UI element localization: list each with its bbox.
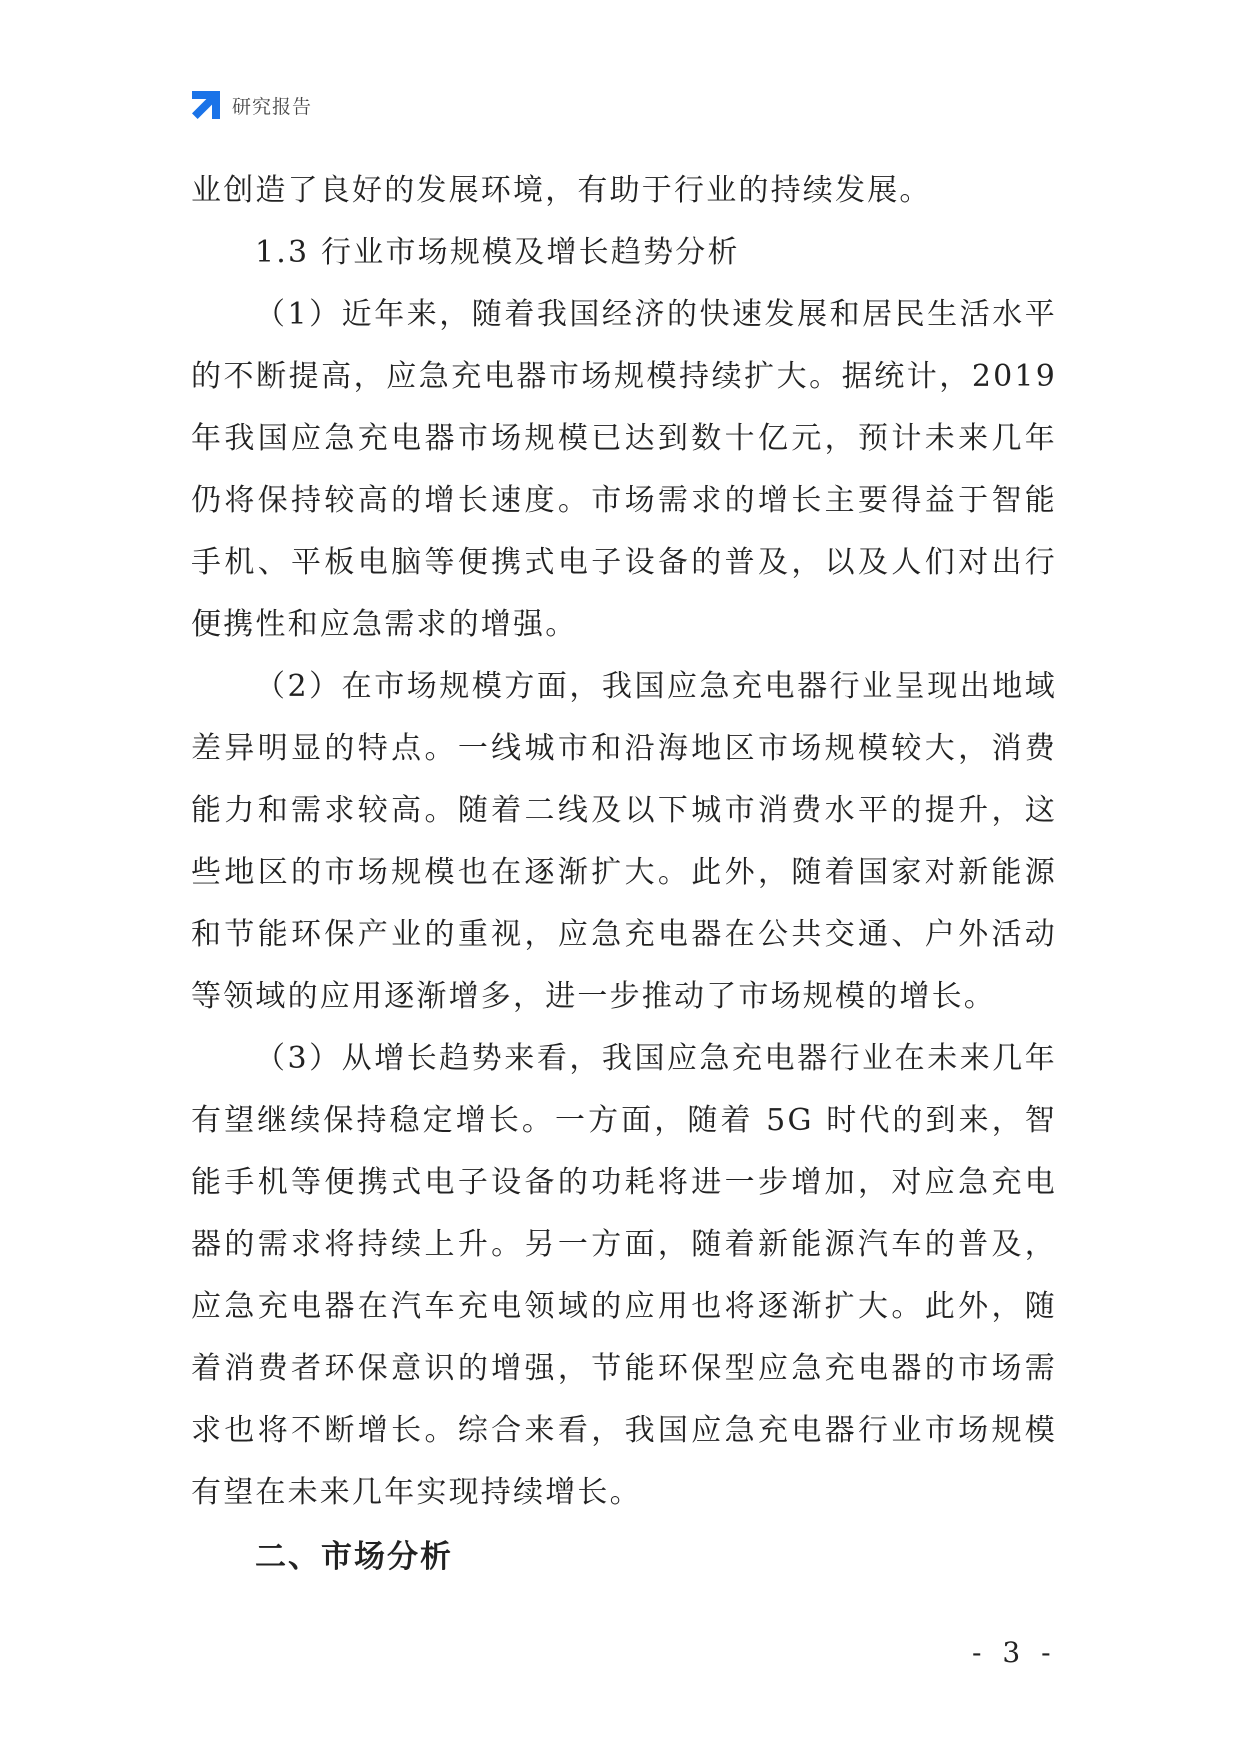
document-body [191, 160, 1057, 1588]
paragraph-3: （3）从增长趋势来看，我国应急充电器行业在未来几年有望继续保持稳定增长。一方面，随着 5G 时代的到来，智能手机等便携式电子设备的功耗将进一步增加，对应急充电器的需求将持续上升。另一方面，随着新能源汽车的普及，应急充电器在汽车充电领域的应用也将逐渐扩大。此外，随着消费者环保意识的增强，节能环保型应急充电器的市场需求也将不断增长。综合来看，我国应急充电器行业市场规模有望在未来几年实现持续增长。 [191, 1041, 1057, 1510]
paragraph-1: （1）近年来，随着我国经济的快速发展和居民生活水平的不断提高，应急充电器市场规模持续扩大。据统计，2019 年我国应急充电器市场规模已达到数十亿元，预计未来几年仍将保持较高的增长速度。市场需求的增长主要得益于智能手机、平板电脑等便携式电子设备的普及，以及人们对出行便携性和应急需求的增强。 [191, 297, 1057, 642]
arrow-up-right-icon [190, 89, 222, 121]
page-header [190, 88, 312, 122]
header-title: 研究报告 [232, 95, 313, 118]
chapter-heading: 二、市场分析 [255, 1539, 453, 1575]
page-number: - 3 - [972, 1636, 1057, 1669]
section-heading: 1.3 行业市场规模及增长趋势分析 [255, 235, 740, 270]
paragraph-2: （2）在市场规模方面，我国应急充电器行业呈现出地域差异明显的特点。一线城市和沿海地区市场规模较大，消费能力和需求较高。随着二线及以下城市消费水平的提升，这些地区的市场规模也在逐渐扩大。此外，随着国家对新能源和节能环保产业的重视，应急充电器在公共交通、户外活动等领域的应用逐渐增多，进一步推动了市场规模的增长。 [191, 669, 1057, 1014]
paragraph-continuation: 业创造了良好的发展环境，有助于行业的持续发展。 [191, 173, 932, 208]
